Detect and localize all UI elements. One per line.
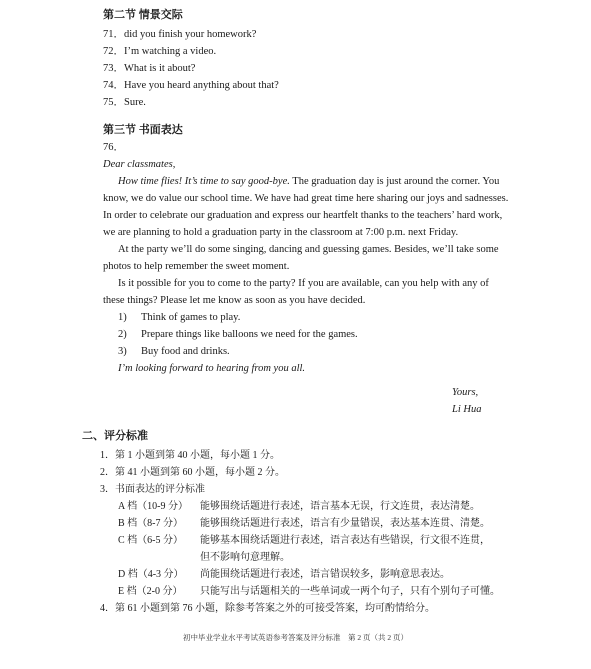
answer-71: 71．did you finish your homework? (103, 29, 257, 40)
grade-label: E 档（2-0 分） (118, 586, 183, 597)
list-item-text: Prepare things like balloons we need for the games. (141, 329, 358, 340)
letter-sign-name: Li Hua (452, 404, 482, 415)
list-item-text: Think of games to play. (141, 312, 241, 323)
answer-75: 75．Sure. (103, 97, 146, 108)
grade-description: 能够围绕话题进行表述，语言有少量错误，表达基本连贯、清楚。 (200, 518, 490, 529)
criteria-rule-2: 2．第 41 小题到第 60 小题，每小题 2 分。 (100, 467, 285, 478)
letter-p1-line4: we are planning to hold a graduation party in the classroom at 7:00 p.m. next Friday. (103, 227, 459, 238)
section2-title: 第二节 情景交际 (103, 9, 183, 21)
letter-p1-line2: know, we do value our school time. We have had great time here sharing our joys and sadnesses. (103, 193, 509, 204)
grade-description: 能够围绕话题进行表述，语言基本无误，行文连贯，表达清楚。 (200, 501, 480, 512)
letter-sign-yours: Yours, (452, 387, 479, 398)
grade-description: 只能写出与话题相关的一些单词或一两个句子，只有个别句子可懂。 (200, 586, 500, 597)
grade-label: D 档（4-3 分） (118, 569, 184, 580)
criteria-rule-1: 1．第 1 小题到第 40 小题，每小题 1 分。 (100, 450, 280, 461)
letter-p2-line1: At the party we’ll do some singing, dancing and guessing games. Besides, we’ll take some (118, 244, 499, 255)
answer-73: 73．What is it about? (103, 63, 196, 74)
grade-description: 能够基本围绕话题进行表述，语言表达有些错误，行文很不连贯， (200, 535, 490, 546)
list-item-number: 2) (118, 329, 127, 340)
criteria-title: 二、评分标准 (82, 430, 148, 442)
criteria-rule-3: 3．书面表达的评分标准 (100, 484, 205, 495)
grade-description: 但不影响句意理解。 (200, 552, 290, 563)
letter-p1-line1 (118, 175, 499, 188)
letter-p2-line2: photos to help remember the sweet moment. (103, 261, 290, 272)
letter-closing: I’m looking forward to hearing from you all. (118, 363, 306, 374)
letter-p3-line2: these things? Please let me know as soon as you have decided. (103, 295, 366, 306)
answer-72: 72．I’m watching a video. (103, 46, 217, 57)
section3-title: 第三节 书面表达 (103, 124, 183, 136)
grade-label: B 档（8-7 分） (118, 518, 183, 529)
list-item-number: 1) (118, 312, 127, 323)
letter-opening-sentence: How time flies! It’s time to say good-bye. (118, 176, 290, 187)
grade-description: 尚能围绕话题进行表述，语言错误较多，影响意思表达。 (200, 569, 450, 580)
grade-label: C 档（6-5 分） (118, 535, 183, 546)
list-item-text: Buy food and drinks. (141, 346, 230, 357)
grade-label: A 档（10-9 分） (118, 501, 188, 512)
letter-p1-line3: In order to celebrate our graduation and express our heartfelt thanks to the teachers’ hard work, (103, 210, 503, 221)
page-footer: 初中毕业学业水平考试英语参考答案及评分标准 第 2 页（共 2 页） (183, 633, 408, 642)
answer-74: 74．Have you heard anything about that? (103, 80, 279, 91)
letter-p3-line1: Is it possible for you to come to the party? If you are available, can you help with any of (118, 278, 489, 289)
criteria-rule-4: 4．第 61 小题到第 76 小题，除参考答案之外的可接受答案，均可酌情给分。 (100, 603, 435, 614)
letter-salutation: Dear classmates, (103, 159, 176, 170)
letter-p1-line1-rest: The graduation day is just around the corner. You (289, 176, 500, 187)
list-item-number: 3) (118, 346, 127, 357)
answer-76-number: 76． (103, 142, 124, 153)
